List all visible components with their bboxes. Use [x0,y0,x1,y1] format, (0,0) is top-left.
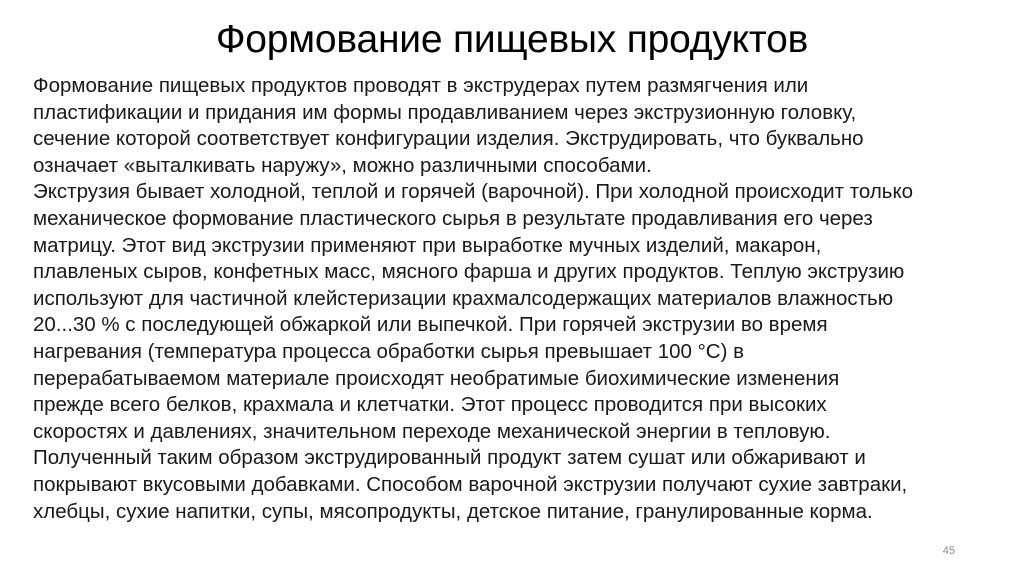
slide-body-text [33,73,993,525]
body-line: используют для частичной клейстеризации крахмалсодержащих материалов влажностью [33,286,894,310]
body-line: механическое формование пластического сырья в результате продавливания его через [33,206,873,230]
body-line: нагревания (температура процесса обработки сырья превышает 100 °С) в [33,339,745,363]
body-line: покрывают вкусовыми добавками. Способом варочной экструзии получают сухие завтраки, [33,472,908,496]
slide-title: Формование пищевых продуктов [215,18,809,61]
body-line: Полученный таким образом экструдированный продукт затем сушат или обжаривают и [33,446,866,470]
body-line: означает «выталкивать наружу», можно различными способами. [33,153,652,177]
body-line: хлебцы, сухие напитки, супы, мясопродукты, детское питание, гранулированные корма. [33,499,873,523]
body-line: Формование пищевых продуктов проводят в экструдерах путем размягчения или [33,74,809,97]
page-number: 45 [942,545,955,557]
body-line: скоростях и давлениях, значительном переходе механической энергии в тепловую. [33,419,831,443]
body-line: матрицу. Этот вид экструзии применяют при выработке мучных изделий, макарон, [33,233,822,257]
body-line: прежде всего белков, крахмала и клетчатки. Этот процесс проводится при высоких [33,393,827,417]
body-line: Экструзия бывает холодной, теплой и горячей (варочной). При холодной происходит только [33,180,914,204]
body-line: 20...30 % с последующей обжаркой или выпечкой. При горячей экструзии во время [33,313,828,337]
body-line: пластификации и придания им формы продавливанием через экструзионную головку, [33,100,857,124]
body-line: перерабатываемом материале происходят необратимые биохимические изменения [33,366,840,390]
body-line: плавленых сыров, конфетных масс, мясного фарша и других продуктов. Теплую экструзию [33,260,905,284]
body-line: сечение которой соответствует конфигурации изделия. Экструдировать, что буквально [33,127,864,151]
